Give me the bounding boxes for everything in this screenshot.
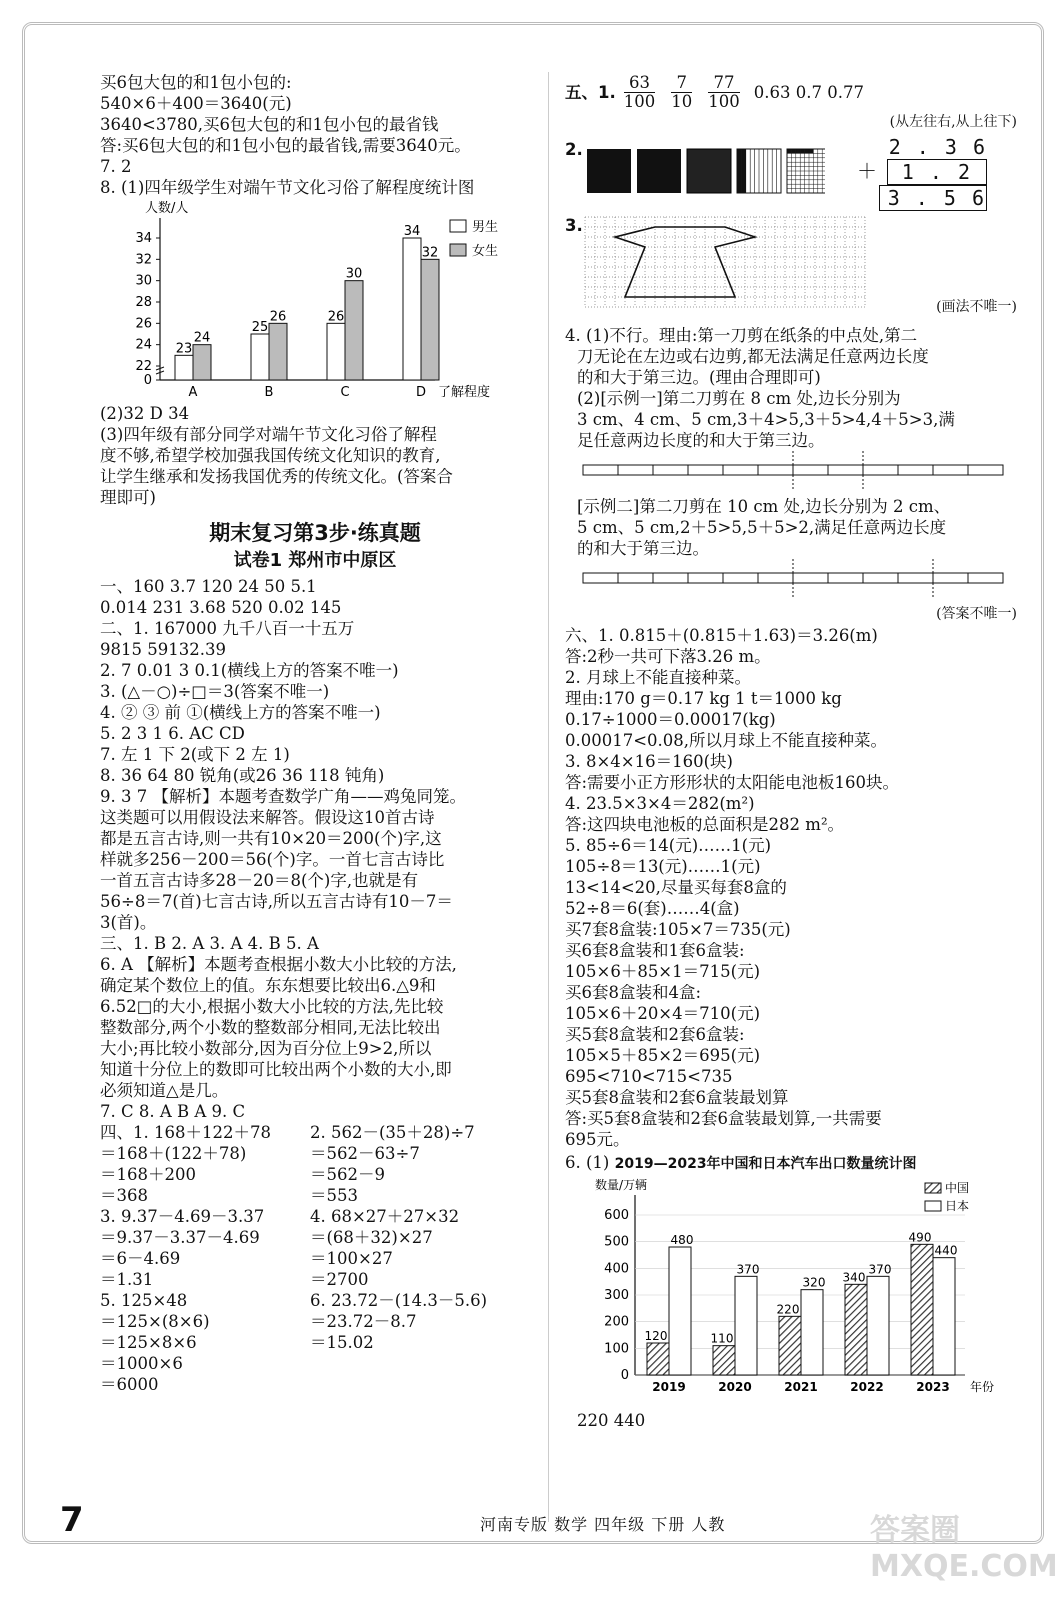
vertical-addition (857, 135, 987, 211)
q3-label: 3. (565, 216, 583, 235)
left-column (100, 72, 530, 1395)
data-label: 34 (403, 224, 421, 239)
calc-step: ＝100×27 (310, 1249, 393, 1268)
answer-line: 7. 左 1 下 2(或下 2 左 1) (100, 745, 290, 764)
data-label: 24 (193, 330, 211, 346)
right-column (565, 72, 1017, 1431)
answer-line: 3(首)。 (100, 913, 157, 932)
answer-line: 都是五言古诗,则一共有10×20＝200(个)字,这 (100, 829, 442, 848)
data-label: 320 (802, 1275, 826, 1290)
q5-values: 0.63 0.7 0.77 (753, 82, 864, 102)
legend-swatch-japan (925, 1201, 941, 1211)
calc-row (100, 1269, 530, 1290)
text-line: 度不够,希望学校加强我国传统文化知识的教育, (100, 446, 441, 465)
answer-line: 3. (△－○)÷□＝3(答案不唯一) (100, 682, 330, 701)
denominator: 10 (671, 91, 693, 111)
data-label: 25 (251, 320, 269, 335)
text-line: 足任意两边长度的和大于第三边。 (577, 431, 825, 450)
x-tick-label: 2020 (718, 1380, 752, 1394)
chart-car-exports (565, 1175, 1005, 1405)
answer-line: 8. 36 64 80 锐角(或26 36 118 钝角) (100, 766, 385, 785)
data-label: 490 (908, 1230, 932, 1245)
hundredth-shaded (796, 149, 800, 153)
y-tick-label: 34 (135, 231, 152, 246)
paper-strip-2 (579, 559, 1019, 599)
legend-swatch-girls (450, 244, 466, 256)
calc-step: ＝1.31 (100, 1270, 154, 1289)
fraction (708, 74, 740, 111)
answer-line: 13<14<20,尽量买每套8盒的 (565, 878, 787, 897)
fraction (671, 74, 692, 111)
text-line: 5 cm、5 cm,2＋5>5,5＋5>2,满足任意两边长度 (577, 518, 947, 537)
decimal-grids (585, 147, 825, 201)
legend-label: 男生 (472, 220, 499, 235)
calc-row (100, 1206, 530, 1227)
answer-line: 5. 85÷6＝14(元)……1(元) (565, 836, 772, 855)
data-label: 340 (842, 1270, 866, 1285)
text-line: 刀无论在左边或右边剪,都无法满足任意两边长度 (577, 347, 929, 366)
section6-answers (565, 625, 1017, 1150)
hundredth-shaded (787, 149, 791, 153)
tenth-shaded (741, 149, 745, 193)
answer-line: 样就多256－200＝56(个)字。一首七言古诗比 (100, 850, 445, 869)
calc-step: ＝2700 (310, 1270, 369, 1289)
answer-line: 二、1. 167000 九千八百一十五万 (100, 619, 355, 638)
calc-step: ＝562－63÷7 (310, 1144, 420, 1163)
bar-japan (735, 1276, 757, 1375)
text-line: (2)32 D 34 (100, 404, 190, 423)
chart2-title: 2019—2023年中国和日本汽车出口数量统计图 (614, 1156, 917, 1172)
hundredth-shaded (791, 149, 795, 153)
numerator: 77 (708, 74, 740, 93)
full-square (637, 149, 681, 193)
data-label: 30 (345, 266, 363, 282)
y-tick-label: 200 (604, 1314, 629, 1330)
answer-line: 105÷8＝13(元)……1(元) (565, 857, 761, 876)
y-tick-label: 0 (143, 373, 152, 388)
answer-line: 4. 23.5×3×4＝282(m²) (565, 794, 755, 813)
bar-china (845, 1284, 867, 1375)
dotted-grid-drawing (583, 215, 873, 315)
answer-line: 2. 7 0.01 3 0.1(横线上方的答案不唯一) (100, 661, 399, 680)
hundredth-shaded (800, 149, 804, 153)
q3-note: (画法不唯一) (936, 299, 1017, 315)
y-axis-label: 数量/万辆 (595, 1178, 648, 1192)
q2-label: 2. (565, 140, 583, 159)
calc-step: 5. 125×48 (100, 1291, 188, 1310)
answer-line: 买5套8盒装和2套6盒装: (565, 1025, 745, 1044)
x-tick-label: 2023 (916, 1380, 950, 1394)
answer-line: 3. 8×4×16＝160(块) (565, 752, 733, 771)
watermark-logo: 答案圈 MXQE.COM (870, 1513, 1058, 1584)
bar-girls (193, 345, 211, 380)
data-label: 32 (421, 245, 439, 261)
y-tick-label: 32 (135, 252, 152, 268)
answer-line: 695元。 (565, 1130, 630, 1149)
y-tick-label: 100 (604, 1341, 629, 1357)
answer-line: 答:买5套8盒装和2套6盒装最划算,一共需要 (565, 1109, 882, 1128)
chart-understanding (100, 198, 520, 398)
calc-step: ＝9.37－3.37－4.69 (100, 1228, 260, 1247)
y-tick-label: 28 (135, 295, 152, 310)
text-line: (3)四年级有部分同学对端午节文化习俗了解程 (100, 425, 437, 444)
x-tick-label: D (415, 385, 427, 398)
sum: 3 . 5 6 (879, 185, 987, 211)
data-label: 440 (934, 1243, 958, 1258)
text-line: 的和大于第三边。(理由合理即可) (577, 368, 821, 387)
text-line: 3640<3780,买6包大包的和1包小包的最省钱 (100, 115, 439, 134)
calc-row (100, 1122, 530, 1143)
hundredth-shaded (805, 149, 809, 153)
answer-line: 知道十分位上的数即可比较出两个小数的大小,即 (100, 1060, 452, 1079)
x-tick-label: B (264, 385, 274, 398)
x-tick-label: A (188, 385, 198, 398)
bar-china (713, 1346, 735, 1375)
answer-line: 买5套8盒装和2套6盒装最划算 (565, 1088, 789, 1107)
calc-block (100, 1122, 530, 1395)
answer-line: 6.52□的大小,根据小数大小比较的方法,先比较 (100, 997, 444, 1016)
data-label: 23 (175, 341, 193, 357)
calc-step: 3. 9.37－4.69－3.37 (100, 1207, 265, 1226)
calc-row (100, 1311, 530, 1332)
answer-line: 必须知道△是几。 (100, 1081, 229, 1100)
y-tick-label: 0 (620, 1368, 629, 1383)
calc-row (100, 1164, 530, 1185)
answer-line: 9. 3 7 【解析】本题考查数学广角——鸡兔同笼。 (100, 787, 466, 806)
answer-line: 买7套8盒装:105×7＝735(元) (565, 920, 791, 939)
calc-step: 4. 68×27＋27×32 (310, 1207, 460, 1226)
denominator: 100 (708, 91, 740, 111)
data-label: 370 (736, 1262, 760, 1277)
text-line: 4. (1)不行。理由:第一刀剪在纸条的中点处,第二 (565, 326, 918, 345)
x-tick-label: 2021 (784, 1380, 818, 1394)
q6-answer: 220 440 (577, 1411, 646, 1430)
answer-line: 0.00017<0.08,所以月球上不能直接种菜。 (565, 731, 888, 750)
text-line: (2)[示例一]第二刀剪在 8 cm 处,边长分别为 (577, 389, 901, 408)
text-line: 让学生继承和发扬我国优秀的传统文化。(答案合 (100, 467, 453, 486)
calc-step: ＝15.02 (310, 1333, 374, 1352)
answer-line: 105×5＋85×2＝695(元) (565, 1046, 761, 1065)
calc-row (100, 1374, 530, 1395)
y-tick-label: 26 (135, 316, 152, 332)
answer-line: 2. 月球上不能直接种菜。 (565, 668, 751, 687)
legend-label: 中国 (945, 1181, 970, 1195)
answer-line: 9815 59132.39 (100, 640, 226, 659)
text-line: 的和大于第三边。 (577, 539, 709, 558)
tenths-square (737, 149, 781, 193)
q2-row (565, 135, 1017, 211)
addend-row (857, 159, 987, 185)
answer-line: 0.014 231 3.68 520 0.02 145 (100, 598, 342, 617)
answer-line: 整数部分,两个小数的整数部分相同,无法比较出 (100, 1018, 441, 1037)
bar-girls (421, 259, 439, 380)
bar-boys (327, 323, 345, 380)
answer-line: 大小;再比较小数部分,因为百分位上9>2,所以 (100, 1039, 432, 1058)
y-tick-label: 22 (135, 359, 152, 374)
answer-line: 一、160 3.7 120 24 50 5.1 (100, 577, 317, 596)
answer-line: 105×6＋85×1＝715(元) (565, 962, 761, 981)
y-axis-label: 人数/人 (145, 201, 189, 216)
bar-girls (345, 281, 363, 380)
fraction (624, 74, 656, 111)
addend-1: 2 . 3 6 (888, 135, 987, 159)
q6-6-label: 6. (1) (565, 1153, 610, 1172)
answer-line: 这类题可以用假设法来解答。假设这10首古诗 (100, 808, 435, 827)
data-label: 220 (776, 1302, 800, 1317)
answer-line: 5. 2 3 1 6. AC CD (100, 724, 245, 743)
answer-line: 三、1. B 2. A 3. A 4. B 5. A (100, 934, 319, 953)
x-axis-label: 了解程度 (438, 385, 491, 398)
q5-prefix: 五、1. (565, 82, 616, 102)
answers-list (100, 576, 530, 1122)
y-tick-label: 30 (135, 273, 152, 289)
calc-step: ＝6000 (100, 1375, 159, 1394)
chart2-header (565, 1152, 1017, 1175)
answer-line: 56÷8＝7(首)七言古诗,所以五言古诗有10－7＝ (100, 892, 453, 911)
q5-line (565, 72, 1017, 112)
calc-step: ＝125×8×6 (100, 1333, 197, 1352)
data-label: 110 (710, 1331, 734, 1346)
calc-step: ＝(68＋32)×27 (310, 1228, 433, 1247)
data-label: 480 (670, 1233, 694, 1247)
footer-text: 河南专版 数学 四年级 下册 人教 (480, 1515, 726, 1534)
bar-japan (867, 1276, 889, 1375)
text-line: 理即可) (100, 488, 156, 507)
section-subtitle: 试卷1 郑州市中原区 (233, 550, 397, 571)
calc-step: ＝562－9 (310, 1165, 385, 1184)
full-square (687, 149, 731, 193)
q5-note: (从左往右,从上往下) (889, 114, 1017, 130)
legend-label: 日本 (945, 1199, 970, 1213)
y-tick-label: 24 (135, 337, 152, 353)
calc-step (310, 1374, 530, 1395)
bar-boys (175, 355, 193, 380)
x-axis-label: 年份 (970, 1380, 995, 1394)
calc-step: ＝168＋(122＋78) (100, 1144, 247, 1163)
x-tick-label: 2019 (652, 1380, 686, 1394)
text-line: 答:买6包大包的和1包小包的最省钱,需要3640元。 (100, 136, 471, 155)
calc-step: ＝553 (310, 1186, 358, 1205)
bar-boys (251, 334, 269, 380)
answer-line: 一首五言古诗多28－20＝8(个)字,也就是有 (100, 871, 419, 890)
page-number: 7 (60, 1500, 84, 1540)
bar-japan (933, 1258, 955, 1375)
answer-line: 六、1. 0.815＋(0.815＋1.63)＝3.26(m) (565, 626, 878, 645)
q4-note: (答案不唯一) (936, 606, 1017, 622)
bar-girls (269, 323, 287, 380)
answer-line: 7. C 8. A B A 9. C (100, 1102, 246, 1121)
chart1-title: 8. (1)四年级学生对端午节文化习俗了解程度统计图 (100, 178, 475, 197)
calc-step: ＝168＋200 (100, 1165, 196, 1184)
calc-row (100, 1290, 530, 1311)
calc-row (100, 1143, 530, 1164)
column-divider (548, 72, 549, 1522)
section-title: 期末复习第3步·练真题 (209, 521, 421, 545)
calc-row (100, 1185, 530, 1206)
calc-row (100, 1353, 530, 1374)
text-line: [示例二]第二刀剪在 10 cm 处,边长分别为 2 cm、 (577, 497, 951, 516)
numerator: 63 (624, 74, 656, 93)
legend-swatch-china (925, 1183, 941, 1193)
legend-swatch-boys (450, 220, 466, 232)
addend-2: 1 . 2 (887, 159, 987, 185)
answer-line: 答:2秒一共可下落3.26 m。 (565, 647, 771, 666)
answer-line: 52÷8＝6(套)……4(盒) (565, 899, 740, 918)
answer-line: 695<710<715<735 (565, 1067, 733, 1086)
calc-row (100, 1332, 530, 1353)
data-label: 370 (868, 1262, 892, 1277)
calc-step: ＝368 (100, 1186, 148, 1205)
text-line: 买6包大包的和1包小包的: (100, 73, 292, 92)
y-tick-label: 400 (604, 1261, 629, 1277)
bar-japan (669, 1247, 691, 1375)
bar-china (779, 1316, 801, 1375)
hundredth-shaded (809, 149, 813, 153)
answer-line: 105×6＋20×4＝710(元) (565, 1004, 761, 1023)
y-tick-label: 500 (604, 1234, 629, 1250)
bar-china (911, 1244, 933, 1375)
answer-line: 6. A 【解析】本题考查根据小数大小比较的方法, (100, 955, 457, 974)
y-tick-label: 600 (604, 1208, 629, 1223)
legend-label: 女生 (472, 244, 499, 259)
answer-line: 买6套8盒装和4盒: (565, 983, 702, 1002)
calc-step: ＝1000×6 (100, 1354, 183, 1373)
data-label: 26 (269, 309, 287, 325)
answer-q7: 7. 2 (100, 157, 132, 176)
bar-china (647, 1343, 669, 1375)
calc-step: 四、1. 168＋122＋78 (100, 1123, 271, 1142)
text-line: 3 cm、4 cm、5 cm,3＋4>5,3＋5>4,4＋5>3,满 (577, 410, 955, 429)
answer-line: 0.17÷1000＝0.00017(kg) (565, 710, 776, 729)
text-line: 540×6＋400＝3640(元) (100, 94, 292, 113)
answer-line: 理由:170 g＝0.17 kg 1 t＝1000 kg (565, 689, 842, 708)
x-tick-label: C (340, 385, 350, 398)
bar-boys (403, 238, 421, 380)
calc-step: ＝23.72－8.7 (310, 1312, 417, 1331)
denominator: 100 (623, 91, 656, 111)
answer-line: 答:这四块电池板的总面积是282 m²。 (565, 815, 845, 834)
calc-step: ＝125×(8×6) (100, 1312, 210, 1331)
calc-step: 6. 23.72－(14.3－5.6) (310, 1291, 488, 1310)
paper-strip-1 (579, 451, 1019, 491)
calc-row (100, 1227, 530, 1248)
data-label: 26 (327, 309, 345, 325)
hundredths-square (787, 149, 825, 193)
data-label: 120 (644, 1329, 668, 1343)
calc-step: ＝6－4.69 (100, 1249, 181, 1268)
answer-line: 4. ② ③ 前 ①(横线上方的答案不唯一) (100, 703, 381, 722)
full-square (587, 149, 631, 193)
answer-line: 确定某个数位上的值。东东想要比较出6.△9和 (100, 976, 436, 995)
x-tick-label: 2022 (850, 1380, 884, 1394)
tenth-shaded (737, 149, 741, 193)
bar-japan (801, 1290, 823, 1375)
plus-sign: ＋ (857, 159, 877, 183)
calc-step (310, 1353, 530, 1374)
numerator: 7 (671, 74, 692, 93)
calc-row (100, 1248, 530, 1269)
q3-row (565, 215, 1017, 325)
answer-line: 答:需要小正方形形状的太阳能电池板160块。 (565, 773, 900, 792)
calc-step: 2. 562－(35＋28)÷7 (310, 1123, 475, 1142)
answer-line: 买6套8盒装和1套6盒装: (565, 941, 745, 960)
y-tick-label: 300 (604, 1288, 629, 1303)
